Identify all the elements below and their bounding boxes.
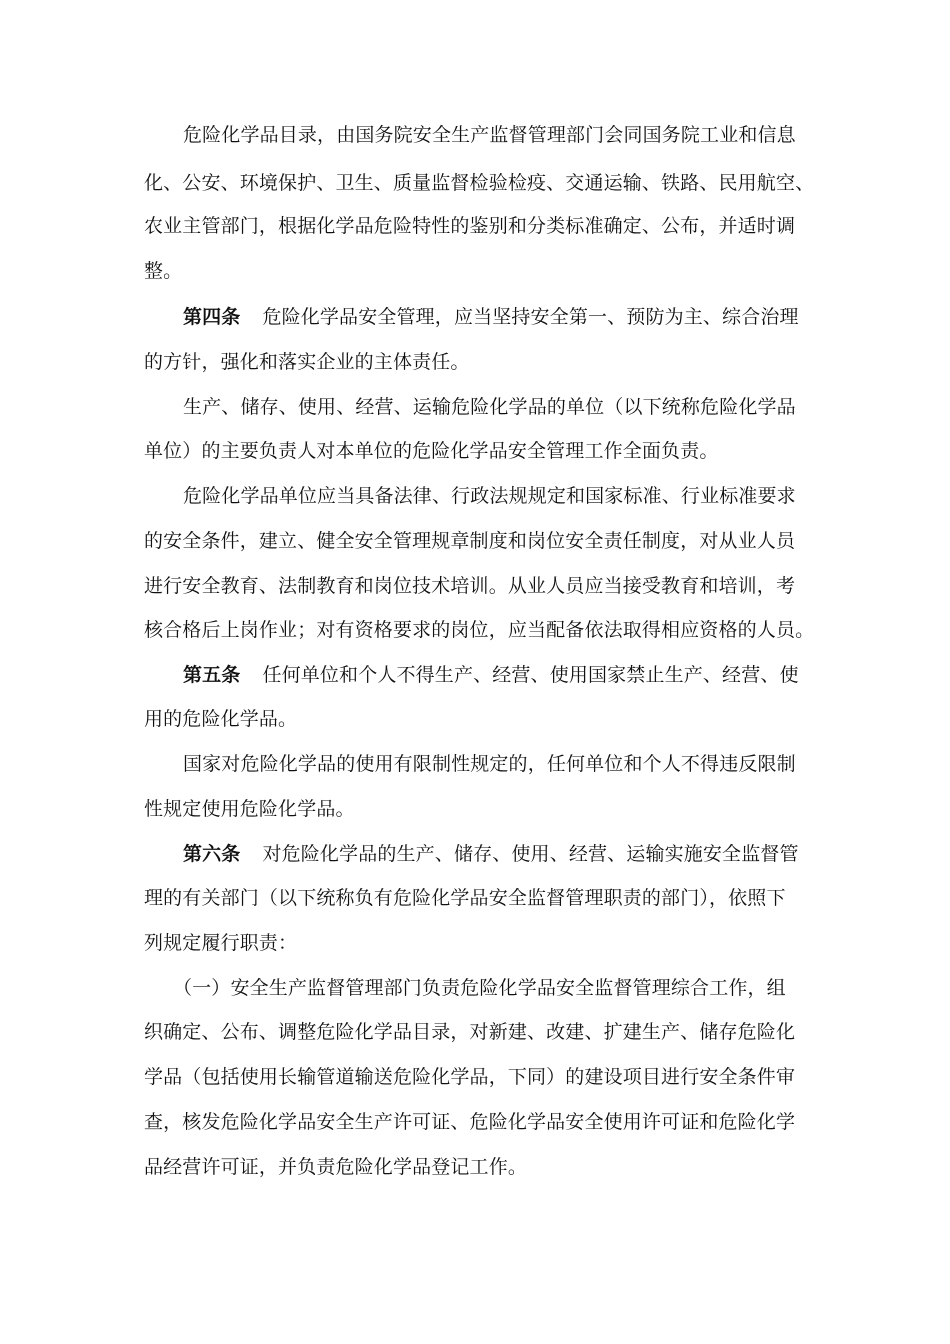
paragraph-line: 查，核发危险化学品安全生产许可证、危险化学品安全使用许可证和危险化学 bbox=[144, 1111, 796, 1133]
article-label: 第四条 bbox=[183, 306, 241, 328]
article-5-line bbox=[183, 663, 799, 687]
paragraph-line: 农业主管部门，根据化学品危险特性的鉴别和分类标准确定、公布，并适时调 bbox=[144, 215, 796, 237]
paragraph-line: 国家对危险化学品的使用有限制性规定的，任何单位和个人不得违反限制 bbox=[183, 753, 796, 775]
paragraph-line: 用的危险化学品。 bbox=[144, 708, 298, 730]
paragraph-line: 危险化学品目录，由国务院安全生产监督管理部门会同国务院工业和信息 bbox=[183, 124, 796, 146]
paragraph-line: 品经营许可证，并负责危险化学品登记工作。 bbox=[144, 1156, 528, 1178]
paragraph-line: 理的有关部门（以下统称负有危险化学品安全监督管理职责的部门），依照下 bbox=[144, 887, 786, 909]
paragraph-line: 性规定使用危险化学品。 bbox=[144, 798, 355, 820]
paragraph-line: 生产、储存、使用、经营、运输危险化学品的单位（以下统称危险化学品 bbox=[183, 396, 796, 418]
article-4-line bbox=[183, 305, 799, 329]
paragraph-line: 单位）的主要负责人对本单位的危险化学品安全管理工作全面负责。 bbox=[144, 440, 719, 462]
article-label: 第五条 bbox=[183, 664, 241, 686]
paragraph-line: 列规定履行职责： bbox=[144, 932, 298, 954]
list-item-line: （一）安全生产监督管理部门负责危险化学品安全监督管理综合工作，组 bbox=[173, 977, 786, 999]
article-label: 第六条 bbox=[183, 843, 241, 865]
paragraph-line: 的方针，强化和落实企业的主体责任。 bbox=[144, 351, 470, 373]
article-text: 危险化学品安全管理，应当坚持安全第一、预防为主、综合治理 bbox=[262, 306, 799, 328]
paragraph-line: 整。 bbox=[144, 260, 183, 282]
paragraph-line: 学品（包括使用长输管道输送危险化学品，下同）的建设项目进行安全条件审 bbox=[144, 1066, 796, 1088]
article-text: 任何单位和个人不得生产、经营、使用国家禁止生产、经营、使 bbox=[262, 664, 799, 686]
paragraph-line: 进行安全教育、法制教育和岗位技术培训。从业人员应当接受教育和培训，考 bbox=[144, 575, 796, 597]
paragraph-line: 核合格后上岗作业；对有资格要求的岗位，应当配备依法取得相应资格的人员。 bbox=[144, 619, 815, 641]
article-text: 对危险化学品的生产、储存、使用、经营、运输实施安全监督管 bbox=[262, 843, 799, 865]
paragraph-line: 化、公安、环境保护、卫生、质量监督检验检疫、交通运输、铁路、民用航空、 bbox=[144, 172, 815, 194]
paragraph-line: 织确定、公布、调整危险化学品目录，对新建、改建、扩建生产、储存危险化 bbox=[144, 1021, 796, 1043]
paragraph-line: 的安全条件，建立、健全安全管理规章制度和岗位安全责任制度，对从业人员 bbox=[144, 530, 796, 552]
paragraph-line: 危险化学品单位应当具备法律、行政法规规定和国家标准、行业标准要求 bbox=[183, 485, 796, 507]
article-6-line bbox=[183, 842, 799, 866]
